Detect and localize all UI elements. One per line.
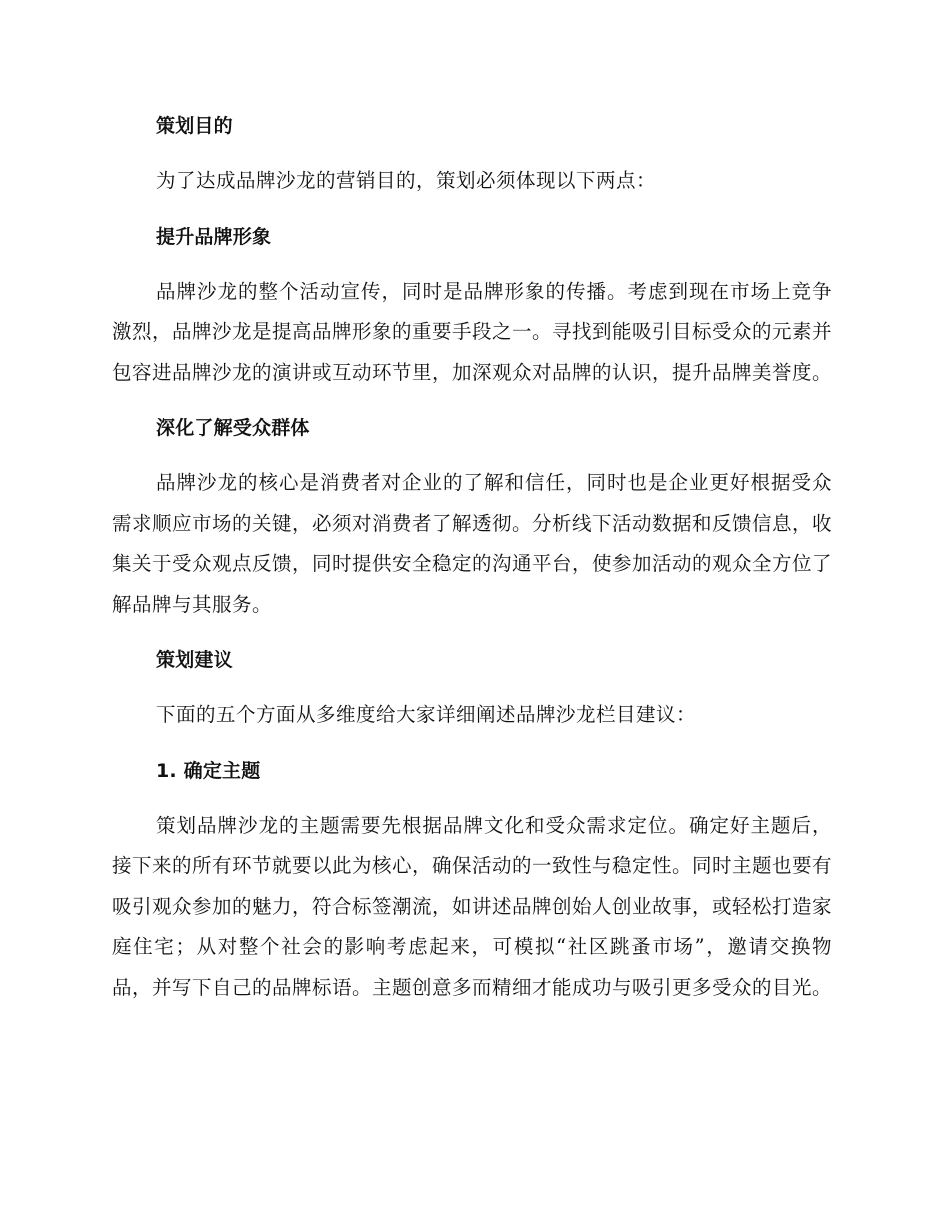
heading-suggestions: 策划建议 (156, 649, 233, 671)
heading-theme: 1. 确定主题 (156, 759, 261, 782)
paragraph-brand-image: 品牌沙龙的整个活动宣传，同时是品牌形象的传播。考虑到现在市场上竞争激烈，品牌沙龙是提高品牌形象的重要手段之一。寻找到能吸引目标受众的元素并包容进品牌沙龙的演讲或互动环节里，加深观众对品牌的认识，提升品牌美誉度。 (112, 279, 833, 384)
heading-purpose: 策划目的 (156, 115, 233, 137)
paragraph-suggestions-intro: 下面的五个方面从多维度给大家详细阐述品牌沙龙栏目建议： (156, 703, 697, 726)
paragraph-audience: 品牌沙龙的核心是消费者对企业的了解和信任，同时也是企业更好根据受众需求顺应市场的关键，必须对消费者了解透彻。分析线下活动数据和反馈信息，收集关于受众观点反馈，同时提供安全稳定的沟通平台，使参加活动的观众全方位了解品牌与其服务。 (112, 471, 833, 616)
document-content (112, 106, 832, 1008)
heading-audience: 深化了解受众群体 (156, 417, 310, 439)
paragraph-theme: 策划品牌沙龙的主题需要先根据品牌文化和受众需求定位。确定好主题后，接下来的所有环节就要以此为核心，确保活动的一致性与稳定性。同时主题也要有吸引观众参加的魅力，符合标签潮流，如讲述品牌创始人创业故事，或轻松打造家庭住宅；从对整个社会的影响考虑起来，可模拟“社区跳蚤市场”，邀请交换物品，并写下自己的品牌标语。主题创意多而精细才能成功与吸引更多受众的目光。 (112, 813, 833, 999)
paragraph-purpose-intro: 为了达成品牌沙龙的营销目的，策划必须体现以下两点： (156, 169, 657, 192)
heading-brand-image: 提升品牌形象 (156, 225, 272, 248)
